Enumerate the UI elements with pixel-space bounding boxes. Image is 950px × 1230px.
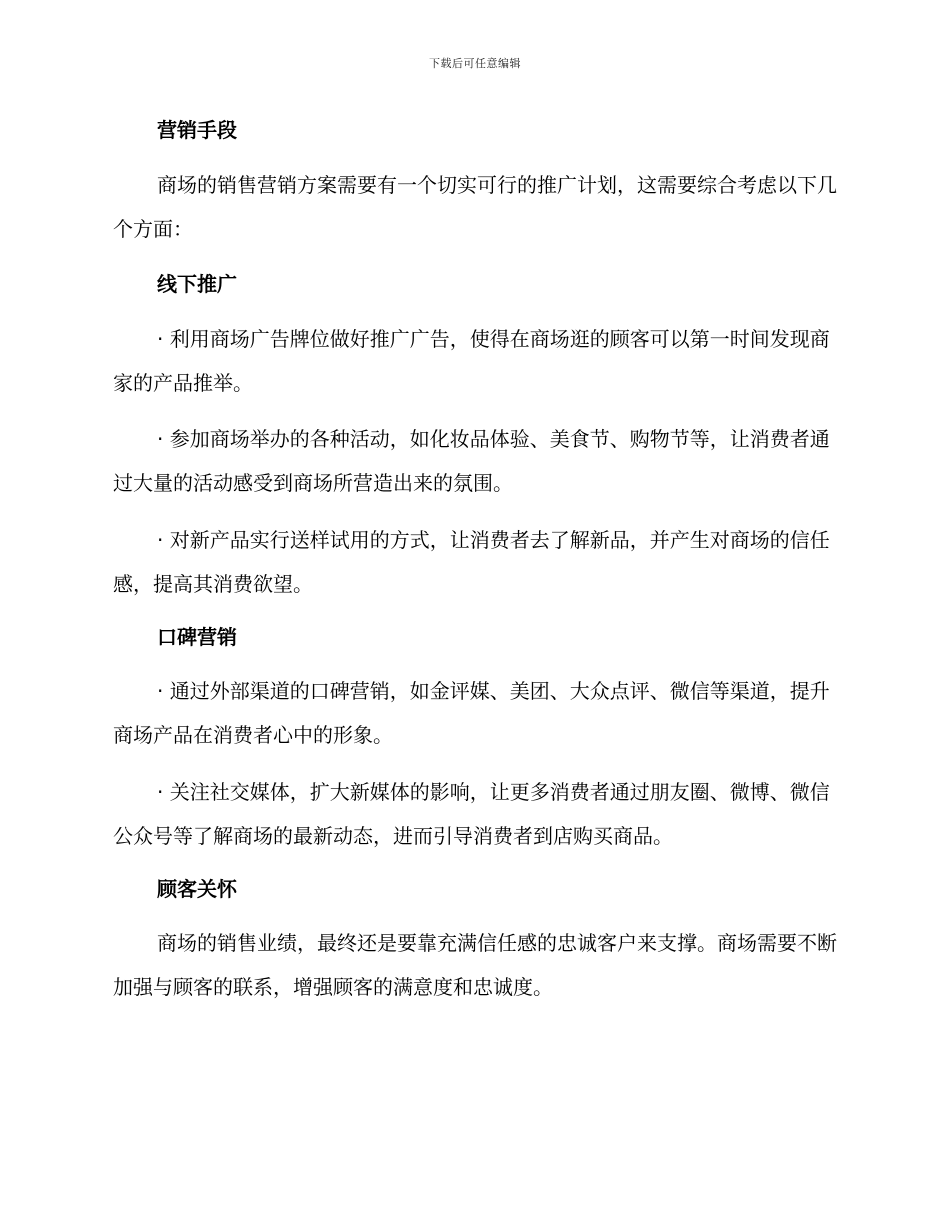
- bullet-events: · 参加商场举办的各种活动，如化妆品体验、美食节、购物节等，让消费者通过大量的活动感受到商场所营造出来的氛围。: [113, 427, 830, 495]
- section-heading-marketing-means: 营销手段: [157, 118, 237, 142]
- page-header-note: 下载后可任意编辑: [429, 57, 521, 70]
- bullet-social-media: · 关注社交媒体，扩大新媒体的影响，让更多消费者通过朋友圈、微博、微信公众号等了解商场的最新动态，进而引导消费者到店购买商品。: [113, 780, 830, 848]
- section-heading-customer-care: 顾客关怀: [157, 877, 237, 901]
- document-body: [113, 110, 837, 1009]
- bullet-billboard: · 利用商场广告牌位做好推广广告，使得在商场逛的顾客可以第一时间发现商家的产品推举。: [113, 327, 830, 395]
- section-heading-offline-promotion: 线下推广: [157, 272, 237, 296]
- bullet-samples: · 对新产品实行送样试用的方式，让消费者去了解新品，并产生对商场的信任感，提高其消费欲望。: [113, 528, 830, 596]
- section-heading-word-of-mouth: 口碑营销: [157, 625, 237, 649]
- paragraph-intro: 商场的销售营销方案需要有一个切实可行的推广计划，这需要综合考虑以下几个方面：: [113, 173, 837, 241]
- bullet-external-channels: · 通过外部渠道的口碑营销，如金评媒、美团、大众点评、微信等渠道，提升商场产品在消费者心中的形象。: [113, 679, 830, 747]
- paragraph-customer-care: 商场的销售业绩，最终还是要靠充满信任感的忠诚客户来支撑。商场需要不断加强与顾客的联系，增强顾客的满意度和忠诚度。: [113, 931, 837, 999]
